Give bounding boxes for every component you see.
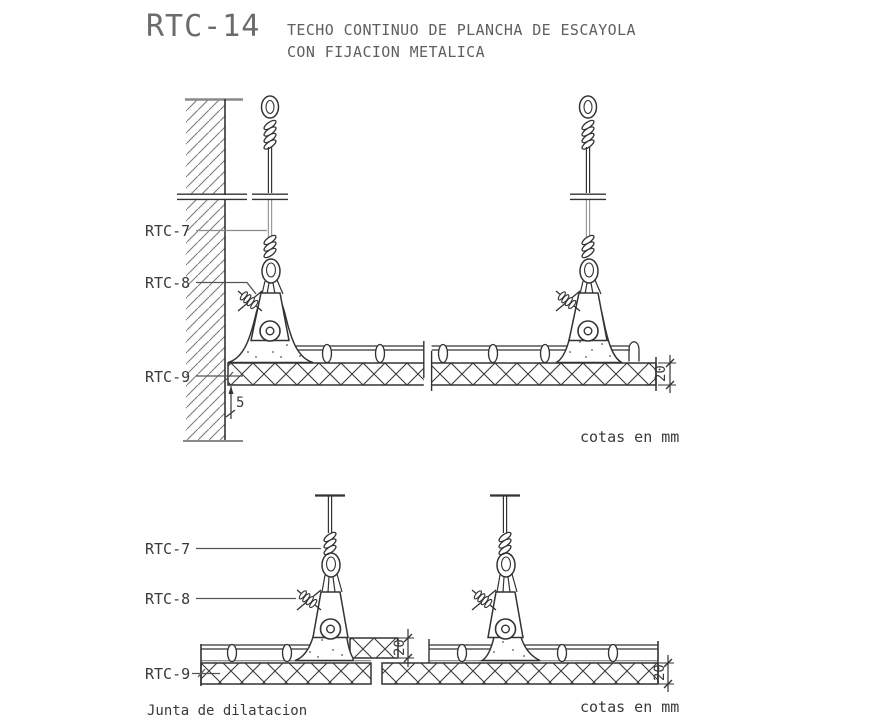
dim-20-board-label: 20 [652,664,668,681]
escayola-board-right [382,663,658,684]
dimension-joint-cover [392,629,414,667]
wire-twist-knot [263,234,278,260]
section-detail-wall [140,85,700,460]
rod-end-hook [629,342,639,362]
rod-wire-stitches [228,645,618,662]
suspension-bracket [488,592,523,639]
units-note: cotas en mm [580,698,680,716]
dimension-wall-gap [226,386,244,419]
dim-20-label: 20 [653,365,669,382]
dim-5-label: 5 [236,395,245,411]
butterfly-tie [472,590,496,610]
suspension-bracket [313,592,348,639]
dim-20-joint-label: 20 [392,639,408,656]
escayola-board-left [201,663,371,684]
hanger-assembly-right [472,496,523,640]
detail-title-line1: TECHO CONTINUO DE PLANCHA DE ESCAYOLA [287,21,636,39]
label-rtc7: RTC-7 [145,540,191,558]
joint-caption: Junta de dilatacion [147,703,308,719]
section-detail-expansion-joint [140,480,700,726]
label-rtc9: RTC-9 [145,665,191,683]
detail-title-line2: CON FIJACION METALICA [287,43,486,61]
label-rtc8: RTC-8 [145,590,191,608]
label-rtc8: RTC-8 [145,274,191,292]
label-rtc9: RTC-9 [145,368,191,386]
break-symbol [424,340,432,392]
hanger-assembly-left [238,96,289,341]
butterfly-tie [238,291,262,311]
wire-twist-knot [581,234,596,260]
wire-twist-knot [581,119,596,151]
wire-twist-knot [263,119,278,151]
butterfly-tie [297,590,321,610]
detail-code: RTC-14 [146,9,261,44]
label-rtc7: RTC-7 [145,222,191,240]
units-note: cotas en mm [580,428,680,446]
rod-wire-stitches [323,345,550,363]
joint-cover-strip [350,638,398,658]
wall-section [183,99,243,441]
break-symbol [177,194,606,199]
hanger-assembly-right [556,96,607,341]
hanger-assembly-left [297,496,348,640]
butterfly-tie [556,291,580,311]
